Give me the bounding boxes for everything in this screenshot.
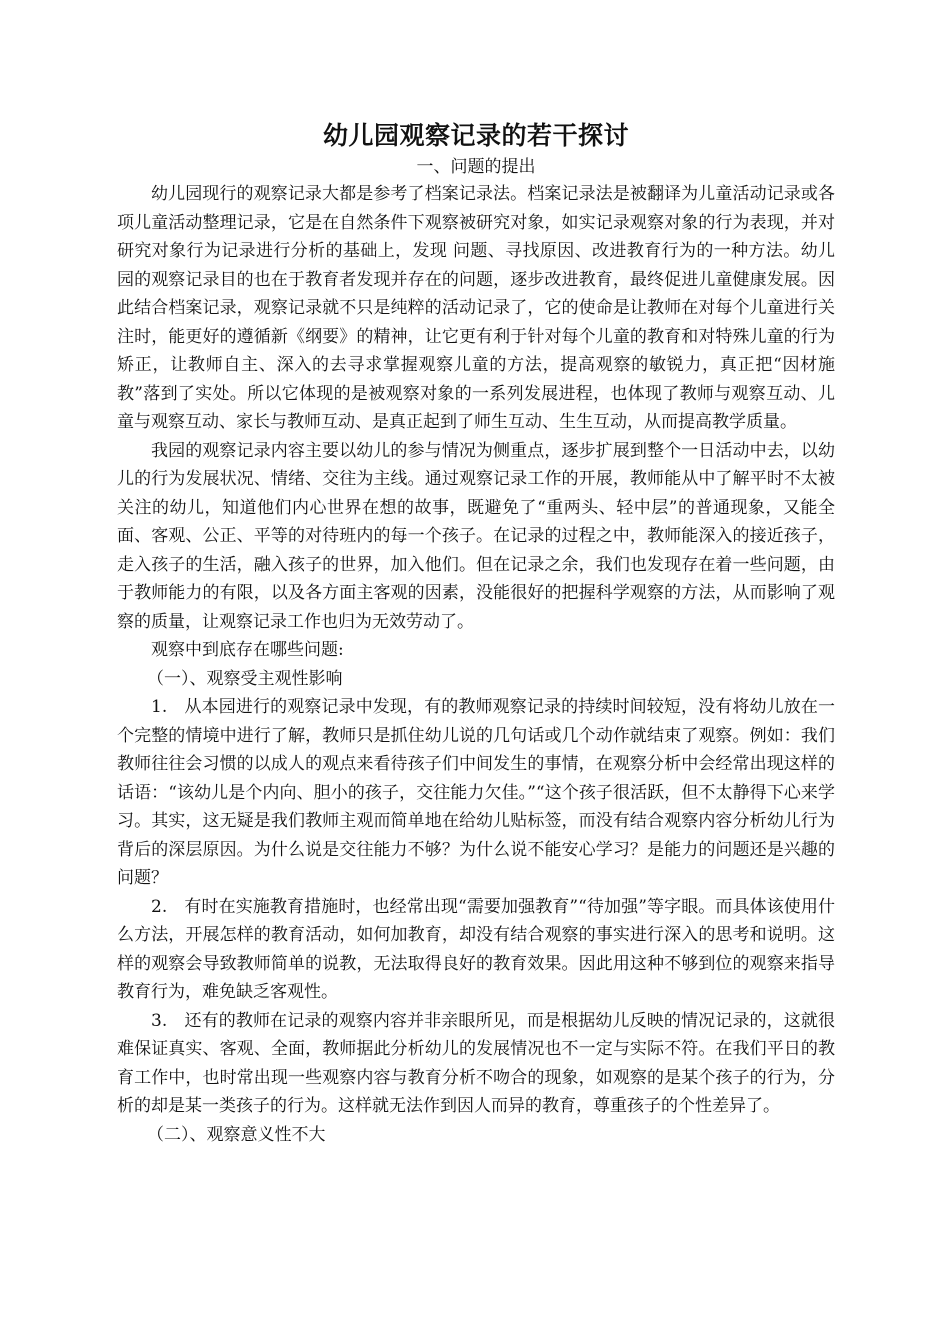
numbered-item-3: 3. 还有的教师在记录的观察内容并非亲眼所见，而是根据幼儿反映的情况记录的，这就很难保证真实、客观、全面，教师据此分析幼儿的发展情况也不一定与实际不符。在我们平日的教育工作中，也时常出现一些观察内容与教育分析不吻合的现象，如观察的是某个孩子的行为，分析的却是某一类孩子的行为。这样就无法作到因人而异的教育，尊重孩子的个性差异了。 (117, 1010, 835, 1116)
paragraph-intro: 幼儿园现行的观察记录大都是参考了档案记录法。档案记录法是被翻译为儿童活动记录或各项儿童活动整理记录，它是在自然条件下观察被研究对象，如实记录观察对象的行为表现，并对研究对象行为记录进行分析的基础上，发现 问题、寻找原因、改进教育行为的一种方法。幼儿园的观察记录目的也在于教育者发现并存在的问题，逐步改进教育，最终促进儿童健康发展。因此结合档案记录，观察记录就不只是纯粹的活动记录了，它的使命是让教师在对每个儿童进行关注时，能更好的遵循新《纲要》的精神，让它更有利于针对每个儿童的教育和对特殊儿童的行为矫正，让教师自主、深入的去寻求掌握观察儿童的方法，提高观察的敏锐力，真正把“因材施教”落到了实处。所以它体现的是被观察对象的一系列发展进程，也体现了教师与观察互动、儿童与观察互动、家长与教师互动、是真正起到了师生互动、生生互动，从而提高教学质量。 (117, 184, 835, 432)
numbered-item-1: 1. 从本园进行的观察记录中发现，有的教师观察记录的持续时间较短，没有将幼儿放在一个完整的情境中进行了解，教师只是抓住幼儿说的几句话或几个动作就结束了观察。例如：我们教师往往会习惯的以成人的观点来看待孩子们中间发生的事情，在观察分析中会经常出现这样的话语：“该幼儿是个内向、胆小的孩子，交往能力欠佳。”“这个孩子很活跃，但不太静得下心来学习。其实，这无疑是我们教师主观而简单地在给幼儿贴标签，而没有结合观察内容分析幼儿行为背后的深层原因。为什么说是交往能力不够？为什么说不能安心学习？是能力的问题还是兴趣的问题？ (117, 697, 835, 888)
document-body (117, 118, 835, 1149)
subheading-significance: （二）、观察意义性不大 (147, 1124, 326, 1145)
numbered-item-2: 2. 有时在实施教育措施时，也经常出现“需要加强教育”“待加强”等字眼。而具体该使用什么方法，开展怎样的教育活动，如何加教育，却没有结合观察的事实进行深入的思考和说明。这样的观察会导致教师简单的说教，无法取得良好的教育效果。因此用这种不够到位的观察来指导教育行为，难免缺乏客观性。 (117, 896, 835, 1002)
paragraph-observation-content: 我园的观察记录内容主要以幼儿的参与情况为侧重点，逐步扩展到整个一日活动中去，以幼儿的行为发展状况、情绪、交往为主线。通过观察记录工作的开展，教师能从中了解平时不太被关注的幼儿，知道他们内心世界在想的故事，既避免了“重两头、轻中层”的普通现象，又能全面、客观、公正、平等的对待班内的每一个孩子。在记录的过程之中，教师能深入的接近孩子，走入孩子的生活，融入孩子的世界，加入他们。但在记录之余，我们也发现存在着一些问题，由于教师能力的有限，以及各方面主客观的因素，没能很好的把握科学观察的方法，从而影响了观察的质量，让观察记录工作也归为无效劳动了。 (117, 440, 835, 632)
subheading-subjectivity: （一）、观察受主观性影响 (147, 668, 343, 689)
document-title: 幼儿园观察记录的若干探讨 (322, 121, 629, 150)
section-heading: 一、问题的提出 (416, 157, 536, 177)
question-line: 观察中到底存在哪些问题: (151, 640, 344, 660)
